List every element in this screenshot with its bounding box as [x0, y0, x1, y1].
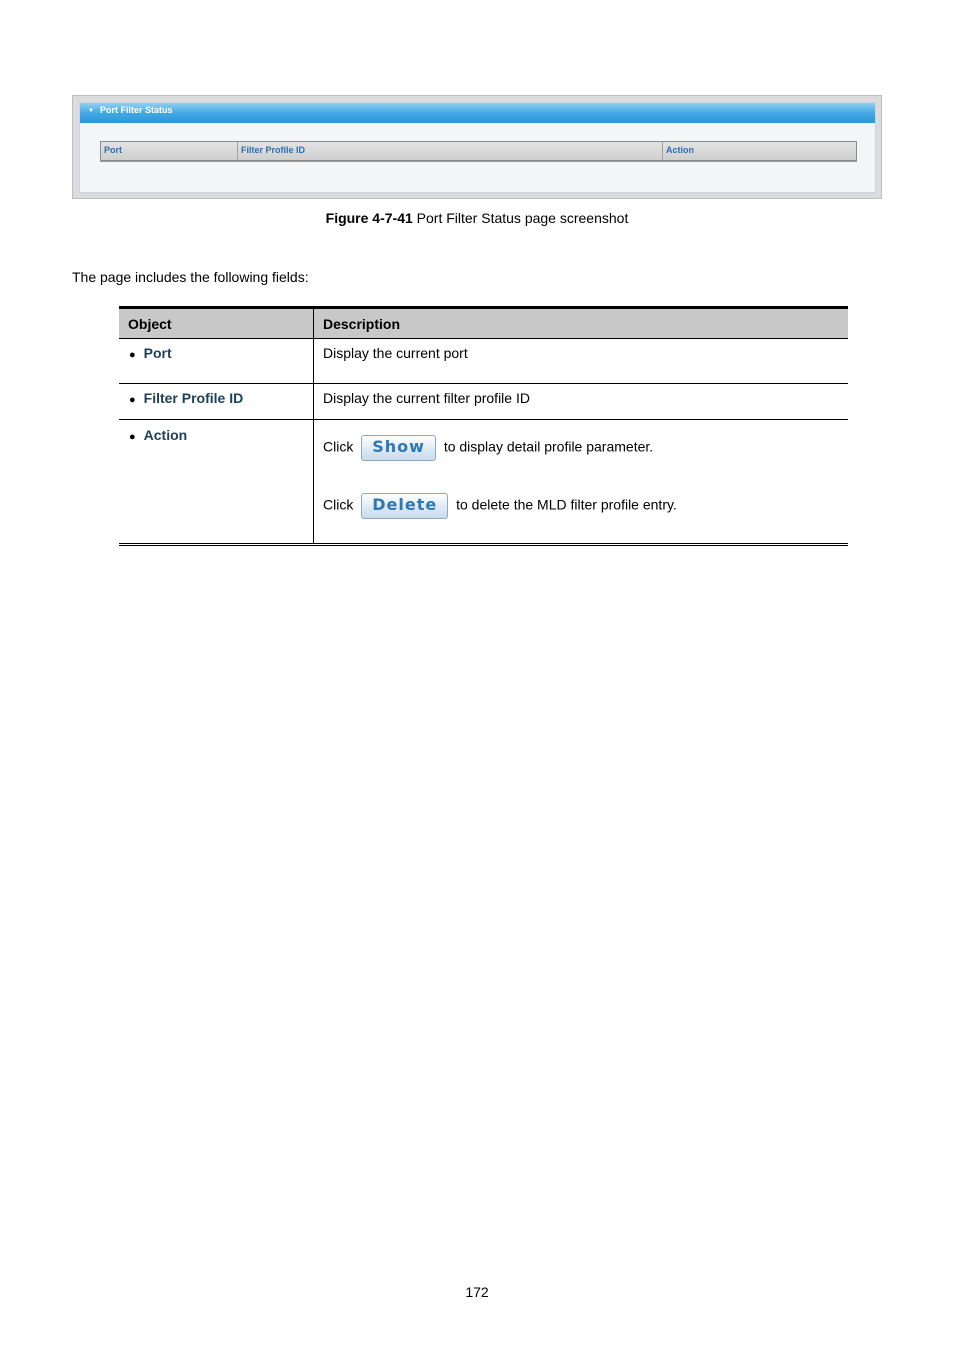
object-cell [119, 384, 314, 420]
figure-caption [0, 210, 954, 226]
bullet-icon: ● [129, 394, 136, 406]
header-description: Description [314, 308, 849, 339]
page-number: 172 [465, 1284, 489, 1300]
table-row [119, 420, 848, 545]
description-cell: Display the current port [314, 339, 849, 384]
action-line-delete [323, 493, 839, 519]
header-object: Object [119, 308, 314, 339]
figure-text: Port Filter Status page screenshot [412, 210, 629, 226]
intro-text: The page includes the following fields: [72, 269, 309, 285]
action-line-show [323, 435, 839, 493]
action-description: to display detail profile parameter. [443, 438, 654, 455]
figure-label: Figure 4-7-41 [325, 210, 413, 226]
column-filter-profile-id: Filter Profile ID [238, 142, 663, 160]
bullet-icon: ● [129, 431, 136, 443]
bullet-icon: ● [129, 349, 136, 361]
table-header-row [119, 308, 848, 339]
description-cell: Display the current filter profile ID [314, 384, 849, 420]
port-filter-status-panel [79, 102, 876, 193]
column-port: Port [101, 142, 238, 160]
description-cell [314, 420, 849, 545]
port-filter-status-screenshot [72, 95, 882, 199]
panel-header[interactable] [80, 103, 875, 123]
object-name: Port [143, 345, 172, 361]
column-action: Action [666, 145, 694, 155]
panel-title: Port Filter Status [99, 105, 173, 115]
table-row [119, 339, 848, 384]
object-name: Action [143, 427, 188, 443]
field-description-table [119, 306, 848, 546]
object-name: Filter Profile ID [143, 390, 244, 406]
click-text: Click [323, 438, 354, 455]
object-cell [119, 339, 314, 384]
collapse-triangle-icon[interactable]: ▼ [88, 108, 94, 114]
show-button[interactable]: Show [361, 435, 436, 461]
object-cell [119, 420, 314, 545]
action-description: to delete the MLD filter profile entry. [456, 496, 677, 513]
click-text: Click [323, 496, 354, 513]
delete-button[interactable]: Delete [361, 493, 448, 519]
table-row [119, 384, 848, 420]
status-table-header [100, 141, 857, 161]
